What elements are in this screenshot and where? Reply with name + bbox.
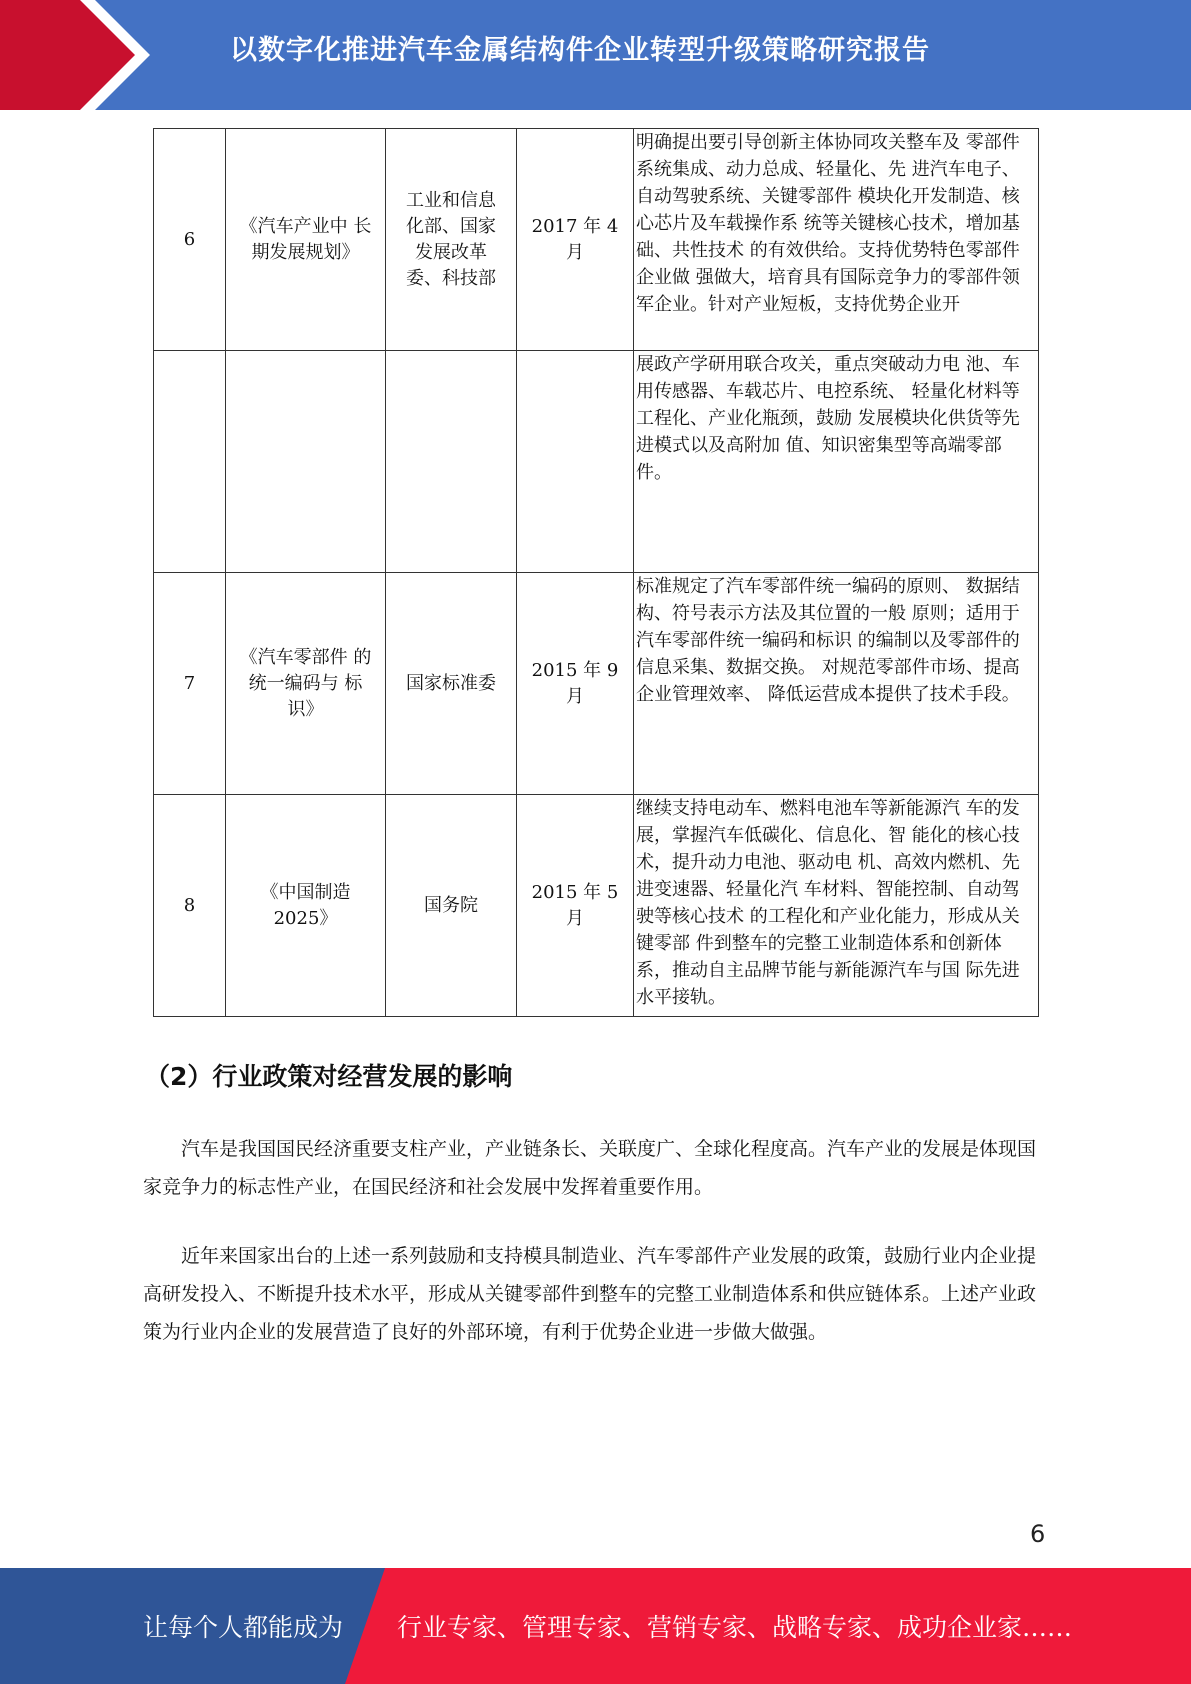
page-header: [0, 0, 1191, 110]
issue-date: 2015 年 5 月: [517, 795, 634, 1017]
policy-table: [153, 128, 1039, 1017]
body-paragraph: 近年来国家出台的上述一系列鼓励和支持模具制造业、汽车零部件产业发展的政策，鼓励行业内企业提高研发投入、不断提升技术水平，形成从关键零部件到整车的完整工业制造体系和供应链体系。上述产业政策为行业内企业的发展营造了良好的外部环境，有利于优势企业进一步做大做强。: [143, 1245, 1037, 1343]
policy-name: 《汽车零部件 的统一编码与 标识》: [226, 573, 386, 795]
policy-content: 展政产学研用联合攻关，重点突破动力电 池、车用传感器、车载芯片、电控系统、 轻量化材料等工程化、产业化瓶颈，鼓励 发展模块化供货等先进模式以及高附加 值、知识密集型等高端零部件。: [634, 351, 1039, 573]
footer-slogan-left: 让每个人都能成为: [143, 1613, 344, 1642]
section-heading: （2）行业政策对经营发展的影响: [145, 1062, 513, 1091]
policy-content: 继续支持电动车、燃料电池车等新能源汽 车的发展，掌握汽车低碳化、信息化、智 能化的核心技术，提升动力电池、驱动电 机、高效内燃机、先进变速器、轻量化汽 车材料、智能控制、自动驾驶等核心技术 的工程化和产业化能力，形成从关键零部 件到整车的完整工业制造体系和创新体 系，推动自主品牌节能与新能源汽车与国 际先进水平接轨。: [634, 795, 1039, 1017]
issuing-department: 国务院: [386, 795, 517, 1017]
page-number: 6: [1030, 1520, 1046, 1548]
header-arrow-decoration: [0, 0, 150, 110]
policy-name: [226, 351, 386, 573]
row-number: [154, 351, 226, 573]
policy-content: 明确提出要引导创新主体协同攻关整车及 零部件系统集成、动力总成、轻量化、先 进汽车电子、自动驾驶系统、关键零部件 模块化开发制造、核心芯片及车载操作系 统等关键核心技术，增加基础、共性技术 的有效供给。支持优势特色零部件企业做 强做大，培育具有国际竞争力的零部件领 军企业。针对产业短板，支持优势企业开: [634, 129, 1039, 351]
table-row: [154, 795, 1039, 1017]
page-footer: [0, 1568, 1191, 1684]
footer-slogan-right: 行业专家、管理专家、营销专家、战略专家、成功企业家……: [397, 1613, 1073, 1642]
policy-name: 《中国制造 2025》: [226, 795, 386, 1017]
issue-date: [517, 351, 634, 573]
row-number: 8: [154, 795, 226, 1017]
policy-content: 标准规定了汽车零部件统一编码的原则、 数据结构、符号表示方法及其位置的一般 原则；适用于汽车零部件统一编码和标识 的编制以及零部件的信息采集、数据交换。 对规范零部件市场、提高企业管理效率、 降低运营成本提供了技术手段。: [634, 573, 1039, 795]
row-number: 6: [154, 129, 226, 351]
issuing-department: 工业和信息化部、国家发展改革委、科技部: [386, 129, 517, 351]
issue-date: 2017 年 4 月: [517, 129, 634, 351]
table-row: [154, 129, 1039, 351]
policy-name: 《汽车产业中 长期发展规划》: [226, 129, 386, 351]
issuing-department: 国家标准委: [386, 573, 517, 795]
row-number: 7: [154, 573, 226, 795]
issuing-department: [386, 351, 517, 573]
body-paragraph: 汽车是我国国民经济重要支柱产业，产业链条长、关联度广、全球化程度高。汽车产业的发展是体现国家竞争力的标志性产业，在国民经济和社会发展中发挥着重要作用。: [143, 1138, 1037, 1198]
table-row: [154, 351, 1039, 573]
issue-date: 2015 年 9 月: [517, 573, 634, 795]
table-row: [154, 573, 1039, 795]
report-title: 以数字化推进汽车金属结构件企业转型升级策略研究报告: [230, 35, 930, 66]
